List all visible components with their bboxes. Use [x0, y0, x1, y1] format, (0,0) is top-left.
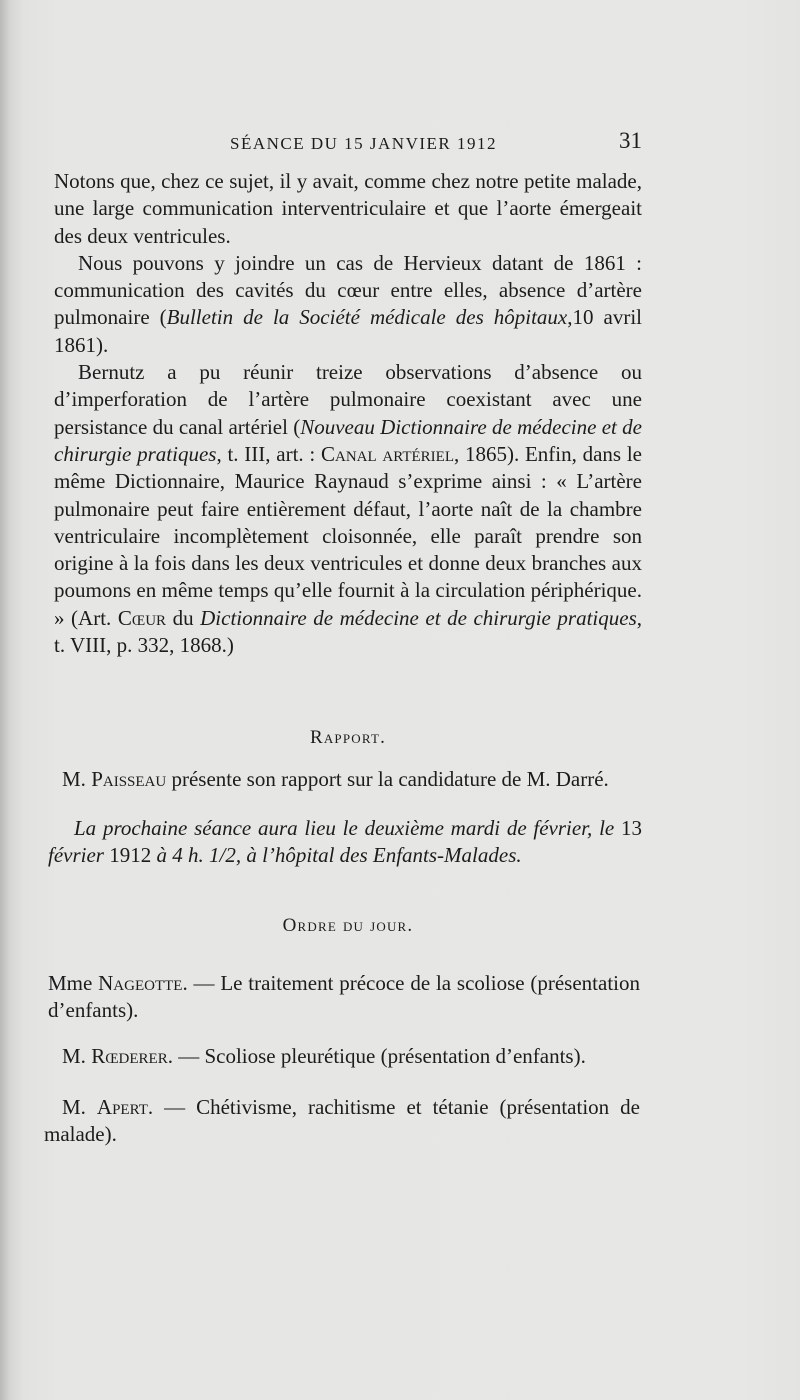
- paragraph-3-text-c: , 1865). Enfin, dans le même Dictionnaire, Maurice Raynaud s’exprime ainsi : « L’artère pulmonaire peut faire entièrement défaut, l’aorte naît de la chambre ventriculaire incomplètement cloisonnée, elle paraît prendre son origine à la fois dans les deux ventricules et donne deux branches aux poumons en même temps qu’elle fournit à la circulation périphérique. » (Art.: [54, 441, 643, 630]
- paragraph-3: [54, 359, 642, 659]
- rapport-text: présente son rapport sur la candidature de M. Darré.: [166, 767, 609, 791]
- rapport-paragraph: [62, 766, 642, 793]
- next-session-date: 13: [621, 816, 642, 840]
- bulletin-reference: Bulletin de la Société médicale des hôpitaux: [166, 305, 568, 330]
- next-session-text-c: à 4 h. 1/2, à l’hôpital des Enfants-Malades.: [151, 843, 522, 867]
- agenda-title: Mme: [48, 971, 99, 995]
- agenda-text: . — Le traitement précoce de la scoliose (présentation d’enfants).: [48, 971, 640, 1022]
- paragraph-2-text-a: Nous pouvons y joindre un cas de Hervieux datant de 1861 : communication des cavités du cœur entre elles, absence d’artère pulmonaire (: [54, 250, 642, 330]
- dictionary-reference-2: Dictionnaire de médecine et de chirurgie pratiques: [200, 605, 637, 630]
- ordre-du-jour-heading: Ordre du jour.: [282, 915, 414, 936]
- article-canal-arteriel: Canal artériel: [320, 441, 454, 466]
- paragraph-1: Notons que, chez ce sujet, il y avait, comme chez notre petite malade, une large communication interventriculaire et que l’aorte émergeait des deux ventricules.: [54, 169, 642, 248]
- agenda-text: . — Chétivisme, rachitisme et tétanie (présentation de malade).: [44, 1095, 640, 1146]
- agenda-name: Nageotte: [98, 971, 183, 995]
- paragraph-2: [54, 250, 642, 359]
- agenda-item: [62, 1043, 642, 1070]
- agenda-title: M.: [62, 1044, 92, 1068]
- paragraph-3-text-a: Bernutz a pu réunir treize observations d’absence ou d’imperforation de l’artère pulmonaire coexistant avec une persistance du canal artériel (: [54, 360, 642, 439]
- agenda-name: Apert: [96, 1095, 148, 1119]
- page-number: 31: [619, 128, 642, 153]
- main-text: [54, 168, 642, 659]
- agenda-item: [48, 970, 640, 1024]
- page-header: [50, 128, 642, 164]
- agenda-text: . — Scoliose pleurétique (présentation d’enfants).: [167, 1044, 586, 1068]
- paragraph-3-text-b: , t. III, art. :: [216, 441, 321, 466]
- rapport-heading: Rapport.: [309, 727, 387, 748]
- article-coeur: Cœur: [117, 605, 167, 630]
- agenda-title: M.: [62, 1095, 97, 1119]
- paragraph-3-text-d: du: [166, 605, 201, 630]
- dictionary-reference: Nouveau Dictionnaire de médecine et de chirurgie pratiques: [54, 414, 642, 466]
- agenda-name: Rœderer: [91, 1044, 168, 1068]
- next-session-text-b: février: [48, 843, 110, 867]
- rapport-name: Paisseau: [91, 767, 167, 791]
- paragraph-2-text-b: ,10 avril 1861).: [54, 305, 642, 357]
- paragraph-3-text-e: , t. VIII, p. 332, 1868.): [54, 605, 642, 658]
- next-session-text-a: La prochaine séance aura lieu le deuxième mardi de février, le: [74, 816, 621, 840]
- running-title: SÉANCE DU 15 JANVIER 1912: [230, 134, 497, 153]
- rapport-title: M.: [62, 767, 92, 791]
- next-session-year: 1912: [109, 843, 152, 867]
- next-session-notice: [48, 815, 642, 869]
- agenda-item: [44, 1094, 640, 1148]
